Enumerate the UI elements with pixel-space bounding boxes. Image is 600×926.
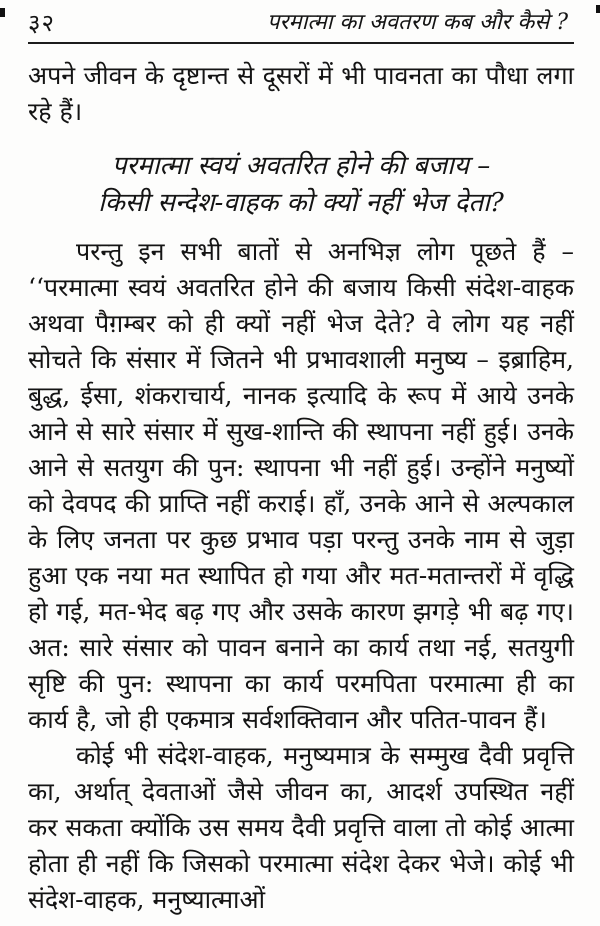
scan-artifact-top-left xyxy=(0,8,5,17)
scan-artifact-top-right xyxy=(596,5,600,13)
section-heading-line-1: परमात्मा स्वयं अवतरित होने की बजाय – xyxy=(111,151,491,181)
paragraph-messenger: कोई भी संदेश-वाहक, मनुष्यमात्र के सम्मुख दैवी प्रवृत्ति का, अर्थात् देवताओं जैसे जीवन का, आदर्श उपस्थित नहीं कर सकता क्योंकि उस समय दैवी प्रवृत्ति वाला तो कोई आत्मा होता ही नहीं कि जिसको परमात्मा संदेश देकर भेजे। कोई भी संदेश-वाहक, मनुष्यात्माओं xyxy=(28,741,574,914)
page-body xyxy=(28,58,574,918)
section-heading xyxy=(28,148,574,222)
page-number: ३२ xyxy=(28,9,55,37)
paragraph-continued-from-previous-page: अपने जीवन के दृष्टान्त से दूसरों में भी पावनता का पौधा लगा रहे हैं। xyxy=(28,61,574,126)
running-title: परमात्मा का अवतरण कब और कैसे ? xyxy=(267,10,568,35)
paragraph-question: परन्तु इन सभी बातों से अनभिज्ञ लोग पूछते हैं – ‘‘परमात्मा स्वयं अवतरित होने की बजाय किसी संदेश-वाहक अथवा पैग़म्बर को ही क्यों नहीं भेज देते? वे लोग यह नहीं सोचते कि संसार में जितने भी प्रभावशाली मनुष्य – इब्राहिम, बुद्ध, ईसा, शंकराचार्य, नानक इत्यादि के रूप में आये उनके आने से सारे संसार में सुख-शान्ति की स्थापना नहीं हुई। उनके आने से सतयुग की पुन: स्थापना भी नहीं हुई। उन्होंने मनुष्यों को देवपद की प्राप्ति नहीं कराई। हाँ, उनके आने से अल्पकाल के लिए जनता पर कुछ प्रभाव पड़ा परन्तु उनके नाम से जुड़ा हुआ एक नया मत स्थापित हो गया और मत-मतान्तरों में वृद्धि हो गई, मत-भेद बढ़ गए और उसके कारण झगड़े भी बढ़ गए। अत: सारे संसार को पावन बनाने का कार्य तथा नई, सतयुगी सृष्टि की पुन: स्थापना का कार्य परमपिता परमात्मा ही का कार्य है, जो ही एकमात्र सर्वशक्तिवान और पतित-पावन हैं। xyxy=(28,237,574,734)
running-header xyxy=(28,10,574,44)
section-heading-line-2: किसी सन्देश-वाहक को क्यों नहीं भेज देता? xyxy=(98,188,504,218)
